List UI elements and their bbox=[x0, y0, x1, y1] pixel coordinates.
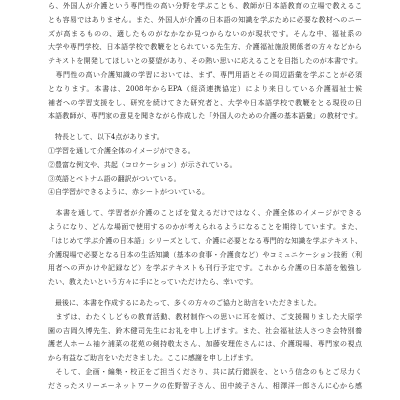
text-line: 最後に、本書を作成するにあたって、多くの方々のご協力と助言をいただきました。 bbox=[48, 298, 321, 307]
text-line: 「はじめて学ぶ介護の日本語」シリーズとして、介護に必要となる専門的な知識を学ぶテキスト、 bbox=[48, 236, 362, 245]
text-line: ら、外国人が介護という専門性の高い分野を学ぶことも、教師が日本語教育の立場で教えるこ bbox=[48, 2, 362, 10]
text-line: となります。本書は、2008年からEPA（経済連携協定）により来日している介護福祉士候 bbox=[48, 84, 362, 93]
text-line: ださったスリーエーネットワークの佐野智子さん、田中綾子さん、相澤洋一郎さんに心から感 bbox=[48, 381, 362, 390]
text-line: 園の吉岡久博先生、鈴木健司先生にお礼を申し上げます。また、社会福祉法人さつき会特別養 bbox=[48, 326, 362, 335]
text-line: 用者への声かけや記録など）を学ぶテキストも刊行予定です。これから介護の日本語を勉強し bbox=[48, 264, 362, 273]
text-line: とも容易ではありません。また、外国人が介護の日本語の知識を学ぶために必要な教材へのニー bbox=[48, 15, 362, 24]
acknowledgements bbox=[48, 297, 362, 394]
feature-item: ④自学習ができるように、赤シートがついている。 bbox=[48, 188, 209, 197]
vocabulary-paragraph bbox=[48, 69, 362, 124]
text-line: まずは、わたくしどもの教育活動、教材制作への思いに耳を傾け、ご支援賜りました大原学 bbox=[48, 312, 362, 321]
feature-item: ③英語とベトナム語の翻訳がついている。 bbox=[48, 174, 181, 183]
text-line: たい、教えたいという方々に手にとっていただけたら、幸いです。 bbox=[48, 278, 258, 287]
text-line: 護老人ホーム袖ケ浦菜の花苑の剣持敬太さん、加藤安理佐さんには、介護現場、専門家の視点 bbox=[48, 340, 362, 349]
text-line: テキストを開発してほしいとの要望があり、その熱い思いに応えることを目指したのが本書です。 bbox=[48, 57, 362, 66]
text-line: ズが高まるものの、適したものがなかなか見つからないのが現状です。そんな中、福祉系の bbox=[48, 29, 362, 38]
text-line: 専門性の高い介護知識の学習においては、まず、専門用語とその周辺語彙を学ぶことが必須 bbox=[48, 70, 362, 79]
expectation-paragraph bbox=[48, 207, 362, 290]
text-line: 本語教師が、専門家の意見を聞きながら作成した「外国人のための介護の基本語彙」の教材です。 bbox=[48, 112, 362, 121]
features-intro: 特長として、以下4点があります。 bbox=[48, 133, 164, 142]
features-list bbox=[48, 131, 362, 200]
text-line: 補者への学習支援をし、研究を続けてきた研究者と、大学や日本語学校で教鞭をとる現役の日 bbox=[48, 98, 362, 107]
body-text bbox=[48, 0, 362, 394]
text-line: から有益なご助言をいただきました。ここに感謝を申し上げます。 bbox=[48, 354, 258, 363]
text-line: 本書を通して、学習者が介護のことばを覚えるだけではなく、介護全体のイメージができる bbox=[48, 209, 362, 218]
text-line: 大学や専門学校、日本語学校で教鞭をとられている先生方、介護福祉施設関係者の方々などから bbox=[48, 43, 362, 52]
intro-continuation bbox=[48, 0, 362, 69]
text-line: ようになり、どんな場面で使用するのかが考えられるようになることを期待しています。また、 bbox=[48, 222, 362, 231]
text-line: そして、企画・編集・校正をご担当くださり、共に試行錯誤を、という信念のもとご尽力く bbox=[48, 367, 362, 376]
feature-item: ②豊富な例文や、共起（コロケーション）が示されている。 bbox=[48, 160, 237, 169]
feature-item: ①学習を通して介護全体のイメージができる。 bbox=[48, 146, 195, 155]
text-line: 介護現場で必要となる日本の生活知識（基本の食事・介護食など）やコミュニケーション技術（利 bbox=[48, 250, 362, 259]
